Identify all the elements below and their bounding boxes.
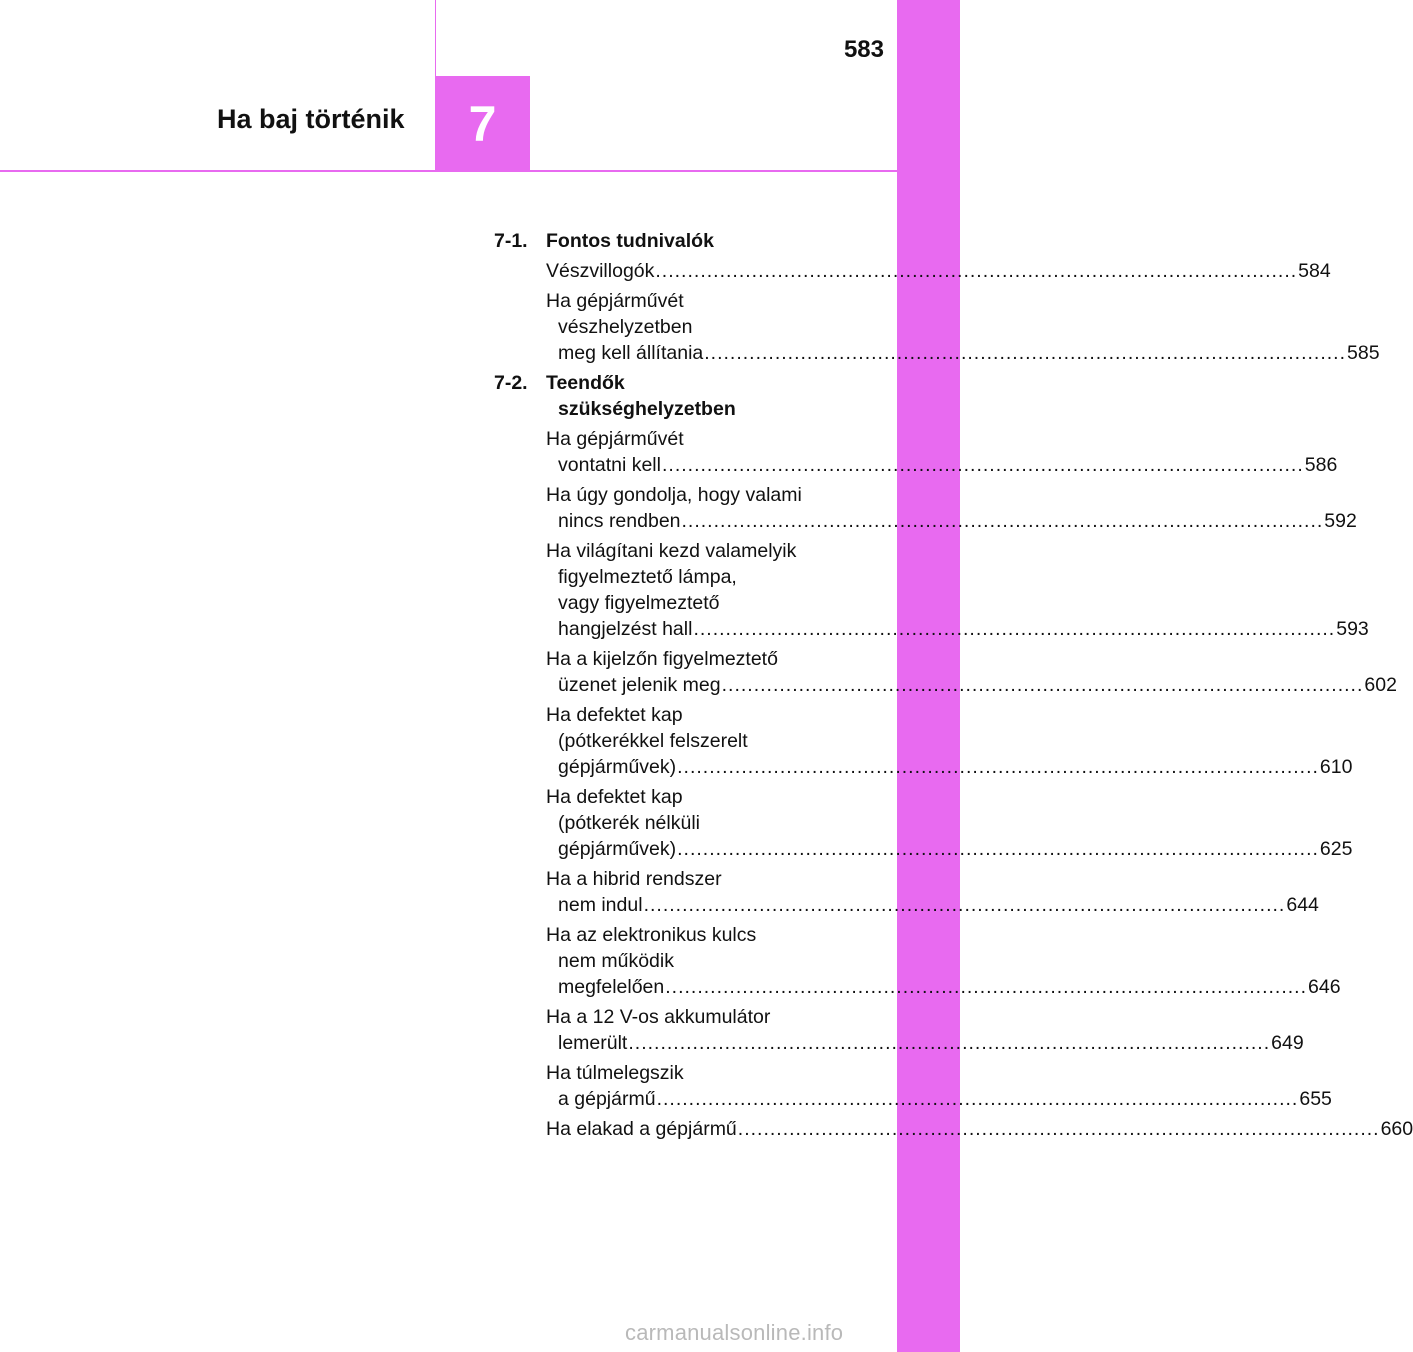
section-title-line: Teendők <box>546 372 625 394</box>
dot-leader <box>643 894 1287 916</box>
entry-leader-row <box>546 1086 1332 1112</box>
entry-page-number: 586 <box>1304 454 1338 476</box>
toc-section-heading <box>494 228 838 254</box>
toc-entry[interactable] <box>494 1060 1332 1112</box>
entry-leader-row <box>546 452 1338 478</box>
entry-text-line: gépjárművek) <box>558 756 677 778</box>
toc-entry[interactable] <box>494 922 1341 1000</box>
section-number: 7-2. <box>494 372 528 394</box>
entry-page-number: 660 <box>1380 1118 1413 1140</box>
entry-leader-row <box>546 616 1369 642</box>
toc-entry[interactable] <box>494 1004 1304 1056</box>
entry-leader-row <box>546 672 1397 698</box>
entry-text-line: Ha úgy gondolja, hogy valami <box>546 484 802 506</box>
section-title <box>546 228 838 254</box>
entry-page-number: 584 <box>1298 260 1331 282</box>
entry-page-number: 602 <box>1364 674 1397 696</box>
entry-text-line: Ha a hibrid rendszer <box>546 868 722 890</box>
entry-text-line: a gépjármű <box>558 1088 656 1110</box>
entry-leader-row <box>546 1030 1304 1056</box>
toc-section-heading <box>494 370 838 422</box>
entry-text-line: hangjelzést hall <box>558 618 693 640</box>
entry-leader-row <box>546 258 1331 284</box>
toc-section <box>494 370 1413 1142</box>
dot-leader <box>676 756 1320 778</box>
entry-text-line: lemerült <box>558 1032 628 1054</box>
entry-text-line: (pótkerék nélküli <box>558 812 700 834</box>
entry-text-line: Vészvillogók <box>546 260 655 282</box>
chapter-title: Ha baj történik <box>217 104 405 134</box>
entry-leader-row <box>546 1116 1413 1142</box>
entry-text-line: megfelelően <box>558 976 665 998</box>
entry-text-line: Ha túlmelegszik <box>546 1062 684 1084</box>
entry-leader-row <box>546 508 1357 534</box>
toc-entry[interactable] <box>494 1116 1413 1142</box>
entry-leader-row <box>546 892 1319 918</box>
entry-leader-row <box>546 974 1341 1000</box>
section-title-line: Fontos tudnivalók <box>546 230 714 252</box>
entry-page-number: 610 <box>1319 756 1353 778</box>
section-number: 7-1. <box>494 230 528 252</box>
section-title-line: szükséghelyzetben <box>558 398 736 420</box>
toc-entry[interactable] <box>494 646 1397 698</box>
entry-text-line: Ha defektet kap <box>546 704 683 726</box>
toc-entry[interactable] <box>494 538 1369 642</box>
entry-text-line: Ha a kijelzőn figyelmeztető <box>546 648 778 670</box>
dot-leader <box>703 342 1347 364</box>
entry-text-line: figyelmeztető lámpa, <box>558 566 737 588</box>
entry-text-line: meg kell állítania <box>558 342 704 364</box>
toc-section <box>494 228 1380 366</box>
entry-page-number: 625 <box>1319 838 1353 860</box>
toc-entry[interactable] <box>494 866 1319 918</box>
entry-text-line: Ha defektet kap <box>546 786 683 808</box>
entry-leader-row <box>546 754 1353 780</box>
entry-text-line: vészhelyzetben <box>558 316 693 338</box>
entry-text-line: Ha elakad a gépjármű <box>546 1118 737 1140</box>
entry-text-line: gépjárművek) <box>558 838 677 860</box>
entry-text-line: nem indul <box>558 894 643 916</box>
toc-entry[interactable] <box>494 702 1353 780</box>
entry-page-number: 655 <box>1299 1088 1332 1110</box>
entry-text-line: Ha az elektronikus kulcs <box>546 924 757 946</box>
toc-entry[interactable] <box>494 784 1353 862</box>
entry-page-number: 593 <box>1336 618 1369 640</box>
toc-entry[interactable] <box>494 426 1338 478</box>
table-of-contents <box>494 228 1413 1142</box>
entry-leader-row <box>546 836 1353 862</box>
dot-leader <box>737 1118 1381 1140</box>
dot-leader <box>656 1088 1300 1110</box>
entry-text-line: Ha a 12 V-os akkumulátor <box>546 1006 771 1028</box>
dot-leader <box>681 510 1325 532</box>
entry-text-line: nem működik <box>558 950 674 972</box>
section-title <box>546 370 838 422</box>
entry-leader-row <box>546 340 1380 366</box>
entry-page-number: 585 <box>1347 342 1380 364</box>
dot-leader <box>654 260 1298 282</box>
entry-page-number: 592 <box>1324 510 1357 532</box>
header-vertical-rule <box>435 0 436 76</box>
page-number: 583 <box>843 36 884 63</box>
entry-text-line: Ha világítani kezd valamelyik <box>546 540 797 562</box>
entry-page-number: 646 <box>1308 976 1341 998</box>
entry-text-line: vontatni kell <box>558 454 661 476</box>
toc-entry[interactable] <box>494 288 1380 366</box>
dot-leader <box>721 674 1365 696</box>
toc-entry[interactable] <box>494 482 1357 534</box>
dot-leader <box>676 838 1320 860</box>
dot-leader <box>627 1032 1271 1054</box>
entry-page-number: 649 <box>1271 1032 1304 1054</box>
entry-text-line: Ha gépjárművét <box>546 428 684 450</box>
entry-text-line: (pótkerékkel felszerelt <box>558 730 748 752</box>
entry-text-line: nincs rendben <box>558 510 681 532</box>
toc-entry[interactable] <box>494 258 1331 284</box>
entry-text-line: üzenet jelenik meg <box>558 674 721 696</box>
entry-text-line: vagy figyelmeztető <box>558 592 720 614</box>
dot-leader <box>661 454 1305 476</box>
dot-leader <box>664 976 1308 998</box>
chapter-number-badge <box>435 76 530 171</box>
watermark: carmanualsonline.info <box>625 1320 844 1345</box>
chapter-number: 7 <box>468 95 497 152</box>
entry-page-number: 644 <box>1286 894 1319 916</box>
dot-leader <box>692 618 1336 640</box>
entry-text-line: Ha gépjárművét <box>546 290 684 312</box>
